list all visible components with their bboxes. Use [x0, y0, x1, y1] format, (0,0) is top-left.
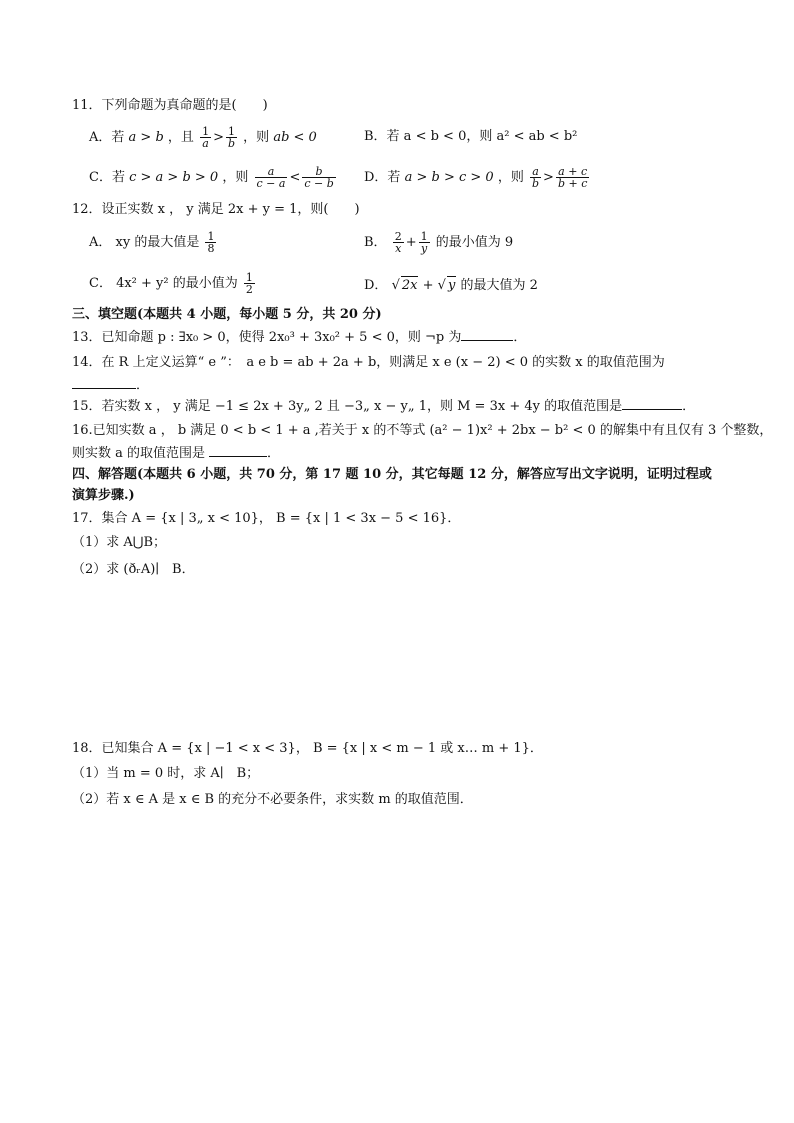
q11-c-rel: < — [289, 170, 301, 185]
q15-end: ． — [682, 399, 696, 414]
q11-d-rel: > — [543, 170, 554, 185]
q11-a-cond: a > b — [128, 130, 164, 145]
q14-line1: 14．在 R 上定义运算“ e ”： a e b = ab + 2a + b，则满足 x e (x − 2) < 0 的实数 x 的取值范围为 — [72, 355, 665, 370]
q11-a-then: ，则 — [243, 130, 270, 145]
q11-d-then: ，则 — [497, 170, 524, 185]
q11-a-frac2: $\frac{1}{b}$ — [227, 125, 236, 150]
q15 — [72, 397, 695, 416]
q16-blank — [209, 444, 267, 457]
q12-d-sqrt2: √ y — [437, 278, 456, 293]
section-3-heading: 三、填空题(本题共 4 小题，每小题 5 分，共 20 分) — [72, 307, 382, 322]
q14-line2 — [72, 376, 149, 395]
q12-option-d — [364, 276, 538, 295]
q12-a-prefix: A． xy 的最大值是 — [89, 235, 200, 250]
q15-text: 15．若实数 x ， y 满足 −1 ≤ 2x + 3y„ 2 且 −3„ x − y„ 1，则 M = 3x + 4y 的取值范围是 — [72, 399, 623, 414]
q11-c-then: ，则 — [222, 170, 249, 185]
q11-a-prefix: A．若 — [89, 130, 125, 145]
q11-a-frac1: $\frac{1}{a}$ — [202, 125, 210, 150]
q18-part2: （2）若 x ∈ A 是 x ∈ B 的充分不必要条件，求实数 m 的取值范围． — [72, 792, 473, 807]
q12-d-prefix: D． — [364, 278, 388, 293]
q11-d-frac2: $\frac{a + c}{b + c}$ — [557, 165, 588, 190]
q11-option-c — [89, 166, 338, 189]
section-4-heading-line1: 四、解答题(本题共 6 小题，共 70 分，第 17 题 10 分，其它每题 12 分，解答应写出文字说明，证明过程或 — [72, 467, 712, 482]
q11-d-prefix: D．若 — [364, 170, 401, 185]
q12-b-suffix: 的最小值为 9 — [435, 235, 514, 250]
q11-d-frac1: $\frac{a}{b}$ — [531, 165, 540, 190]
q12-a-frac: $\frac{1}{8}$ — [207, 230, 215, 255]
q11-c-cond: c > a > b > 0 — [129, 170, 219, 185]
q12-d-plus: + — [422, 278, 434, 293]
section-4-heading-line2: 演算步骤.) — [72, 488, 135, 503]
q12-option-a — [89, 231, 218, 254]
q11-option-b: B．若 a < b < 0，则 a² < ab < b² — [364, 129, 578, 144]
q15-blank — [622, 397, 682, 410]
q17-stem: 17．集合 A = {x | 3„ x < 10}， B = {x | 1 < 3x − 5 < 16}． — [72, 511, 461, 526]
q11-option-a — [89, 126, 317, 149]
q16-end: ． — [267, 446, 281, 461]
q13-end: ． — [513, 330, 527, 345]
q14-blank — [72, 376, 136, 389]
q11-c-frac2: $\frac{b}{c - b}$ — [304, 165, 334, 190]
q11-option-d — [364, 166, 591, 189]
q12-c-frac: $\frac{1}{2}$ — [245, 271, 253, 296]
q12-option-c — [89, 272, 257, 295]
q12-option-b — [364, 231, 513, 254]
q12-b-prefix: B． — [364, 235, 387, 250]
q14-end: ． — [136, 378, 150, 393]
q12-c-prefix: C． 4x² + y² 的最小值为 — [89, 276, 238, 291]
q13-blank — [461, 328, 513, 341]
q13 — [72, 328, 526, 347]
q12-d-sqrt1: √ 2x — [391, 278, 418, 293]
q11-a-ineq: > — [213, 130, 224, 145]
q16-line2 — [72, 444, 280, 463]
q18-part1: （1）当 m = 0 时，求 A∣ B； — [72, 766, 260, 781]
q12-b-frac1: $\frac{2}{x}$ — [394, 230, 402, 255]
q17-part2: （2）求 (ðᵣA)∣ B． — [72, 562, 195, 577]
q16-line1: 16.已知实数 a ， b 满足 0 < b < 1 + a ,若关于 x 的不等式 (a² − 1)x² + 2bx − b² < 0 的解集中有且仅有 3 个整数， — [72, 423, 773, 438]
q12-stem: 12．设正实数 x ， y 满足 2x + y = 1，则( ) — [72, 202, 360, 217]
q11-stem: 11．下列命题为真命题的是( ) — [72, 98, 268, 113]
q11-d-cond: a > b > c > 0 — [404, 170, 494, 185]
q11-c-prefix: C．若 — [89, 170, 125, 185]
q17-part1: （1）求 A⋃B； — [72, 535, 167, 550]
q18-stem: 18．已知集合 A = {x | −1 < x < 3}， B = {x | x < m − 1 或 x… m + 1}． — [72, 741, 543, 756]
q11-c-frac1: $\frac{a}{c - a}$ — [256, 165, 286, 190]
q11-a-concl: ab < 0 — [273, 130, 317, 145]
q12-d-suffix: 的最大值为 2 — [460, 278, 538, 293]
q11-a-mid: ，且 — [167, 130, 194, 145]
q13-text: 13．已知命题 p : ∃x₀ > 0，使得 2x₀³ + 3x₀² + 5 < 0，则 ¬p 为 — [72, 330, 462, 345]
q16-text: 则实数 a 的取值范围是 — [72, 446, 206, 461]
q12-b-frac2: $\frac{1}{y}$ — [420, 230, 428, 255]
q12-b-plus: + — [405, 235, 417, 250]
